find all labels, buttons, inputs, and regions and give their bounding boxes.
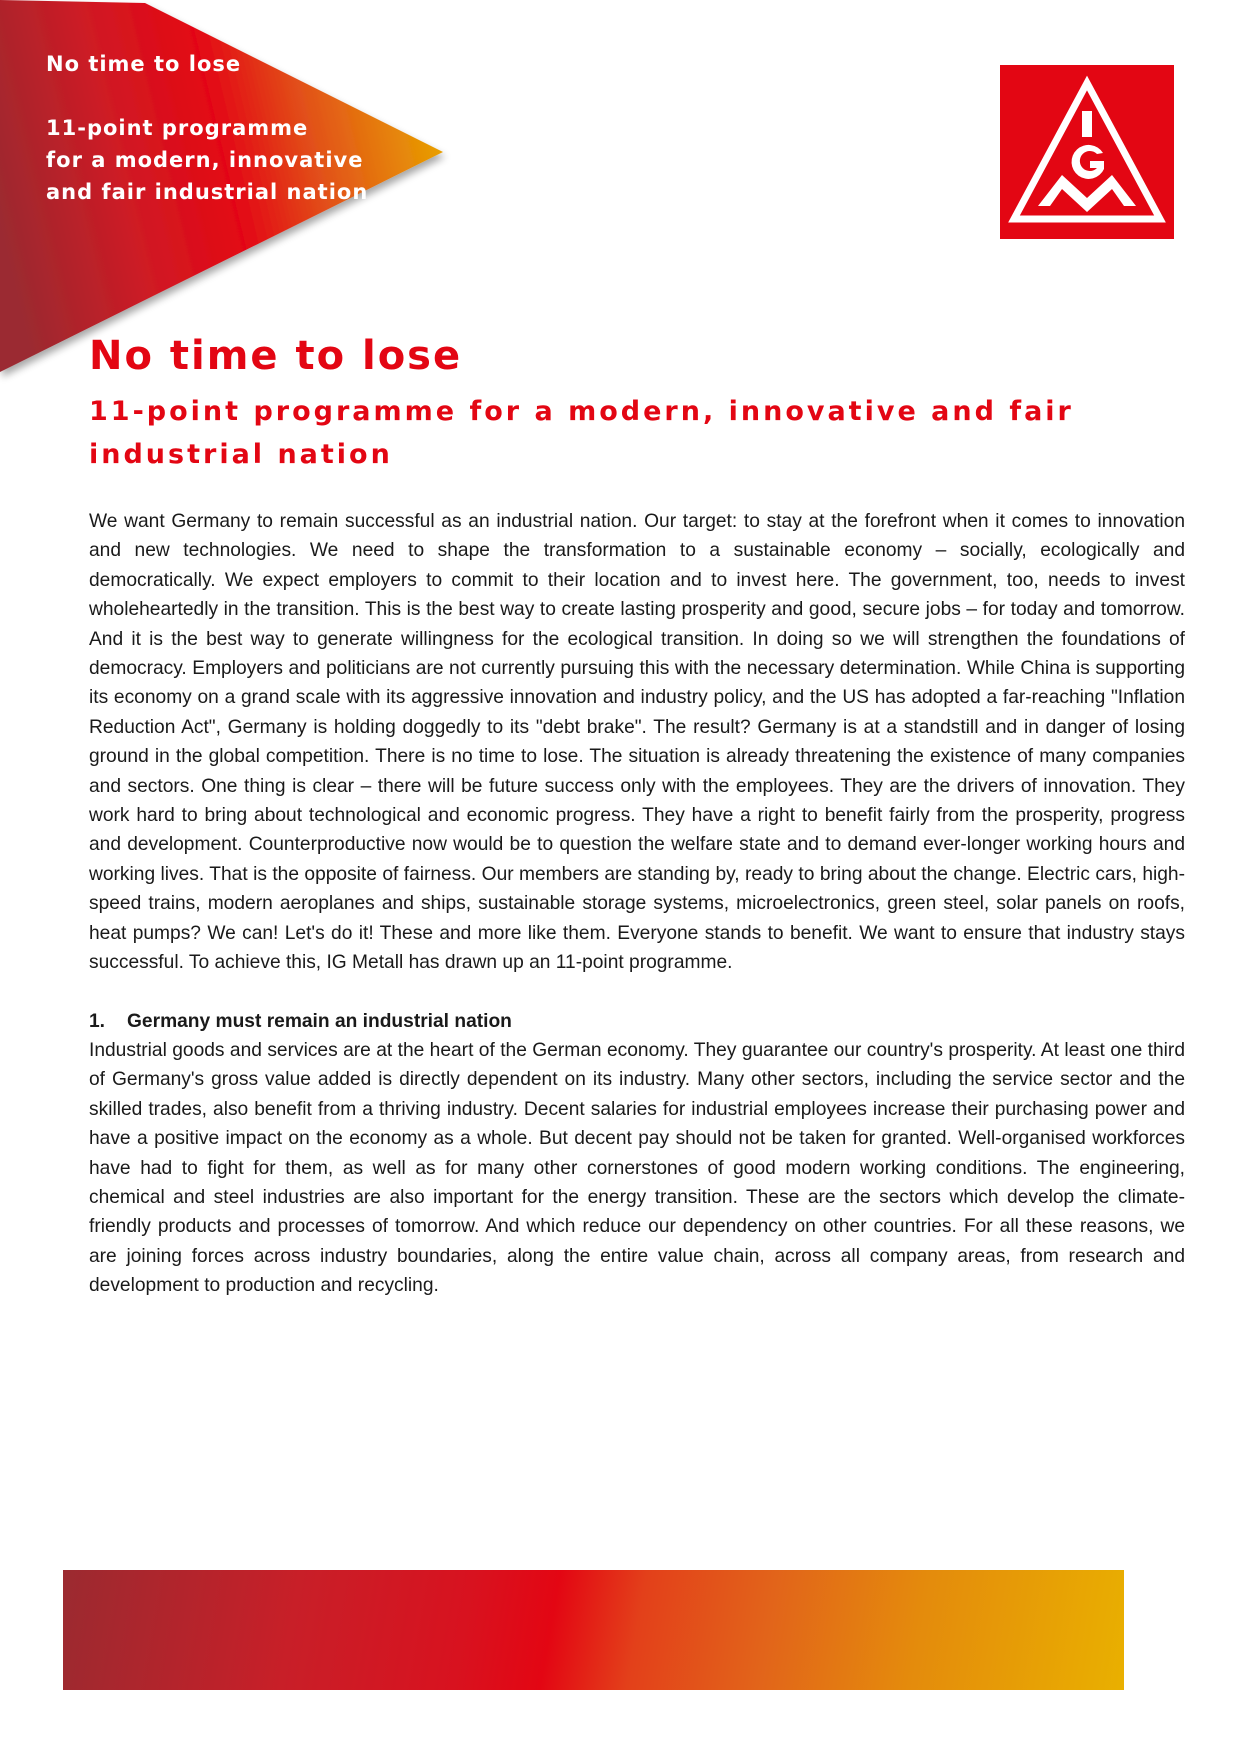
- page-subtitle: 11-point programme for a modern, innovative and fair industrial nation: [89, 396, 1074, 470]
- section-heading: [89, 1007, 1185, 1036]
- section-title: Germany must remain an industrial nation: [127, 1010, 512, 1032]
- cover-subtitle-line: 11-point programme: [46, 116, 309, 140]
- section-1: [89, 1007, 1185, 1301]
- cover-subtitle-line: for a modern, innovative: [46, 148, 364, 172]
- ig-metall-logo: [1000, 65, 1174, 239]
- cover-title: No time to lose: [46, 52, 242, 76]
- cover-subtitle-line: and fair industrial nation: [46, 180, 369, 204]
- intro-paragraph: We want Germany to remain successful as an industrial nation. Our target: to stay at the forefront when it comes to innovation and new technologies. We need to shape the transformation to a sustainable economy – socially, ecologically and democratically. We expect employers to commit to their location and to invest here. The government, too, needs to invest wholeheartedly in the transition. This is the best way to create lasting prosperity and good, secure jobs – for today and tomorrow. And it is the best way to generate willingness for the ecological transition. In doing so we will strengthen the foundations of democracy. Employers and politicians are not currently pursuing this with the necessary determination. While China is supporting its economy on a grand scale with its aggressive innovation and industry policy, and the US has adopted a far-reaching "Inflation Reduction Act", Germany is holding doggedly to its "debt brake". The result? Germany is at a standstill and in danger of losing ground in the global competition. There is no time to lose. The situation is already threatening the existence of many companies and sectors. One thing is clear – there will be future success only with the employees. They are the drivers of innovation. They work hard to bring about technological and economic progress. They have a right to benefit fairly from the prosperity, progress and development. Counterproductive now would be to question the welfare state and to demand ever-longer working hours and working lives. That is the opposite of fairness. Our members are standing by, ready to bring about the change. Electric cars, high-speed trains, modern aeroplanes and ships, sustainable storage systems, microelectronics, green steel, solar panels on roofs, heat pumps? We can! Let's do it! These and more like them. Everyone stands to benefit. We want to ensure that industry stays successful. To achieve this, IG Metall has drawn up an 11-point programme.: [89, 511, 1185, 974]
- page-title: No time to lose: [89, 333, 463, 379]
- cover-text: [46, 48, 368, 208]
- section-body: Industrial goods and services are at the heart of the German economy. They guarantee our country's prosperity. At least one third of Germany's gross value added is directly dependent on its industry. Many other sectors, including the service sector and the skilled trades, also benefit from a thriving industry. Decent salaries for industrial employees increase their purchasing power and have a positive impact on the economy as a whole. But decent pay should not be taken for granted. Well-organised workforces have had to fight for them, as well as for many other cornerstones of good modern working conditions. The engineering, chemical and steel industries are also important for the energy transition. These are the sectors which develop the climate-friendly products and processes of tomorrow. And which reduce our dependency on other countries. For all these reasons, we are joining forces across industry boundaries, along the entire value chain, across all company areas, from research and development to production and recycling.: [89, 1039, 1185, 1297]
- document-body: [89, 507, 1185, 1301]
- igm-triangle-icon: [1000, 65, 1174, 239]
- footer-gradient-band: [63, 1570, 1124, 1690]
- section-number: 1.: [89, 1010, 106, 1032]
